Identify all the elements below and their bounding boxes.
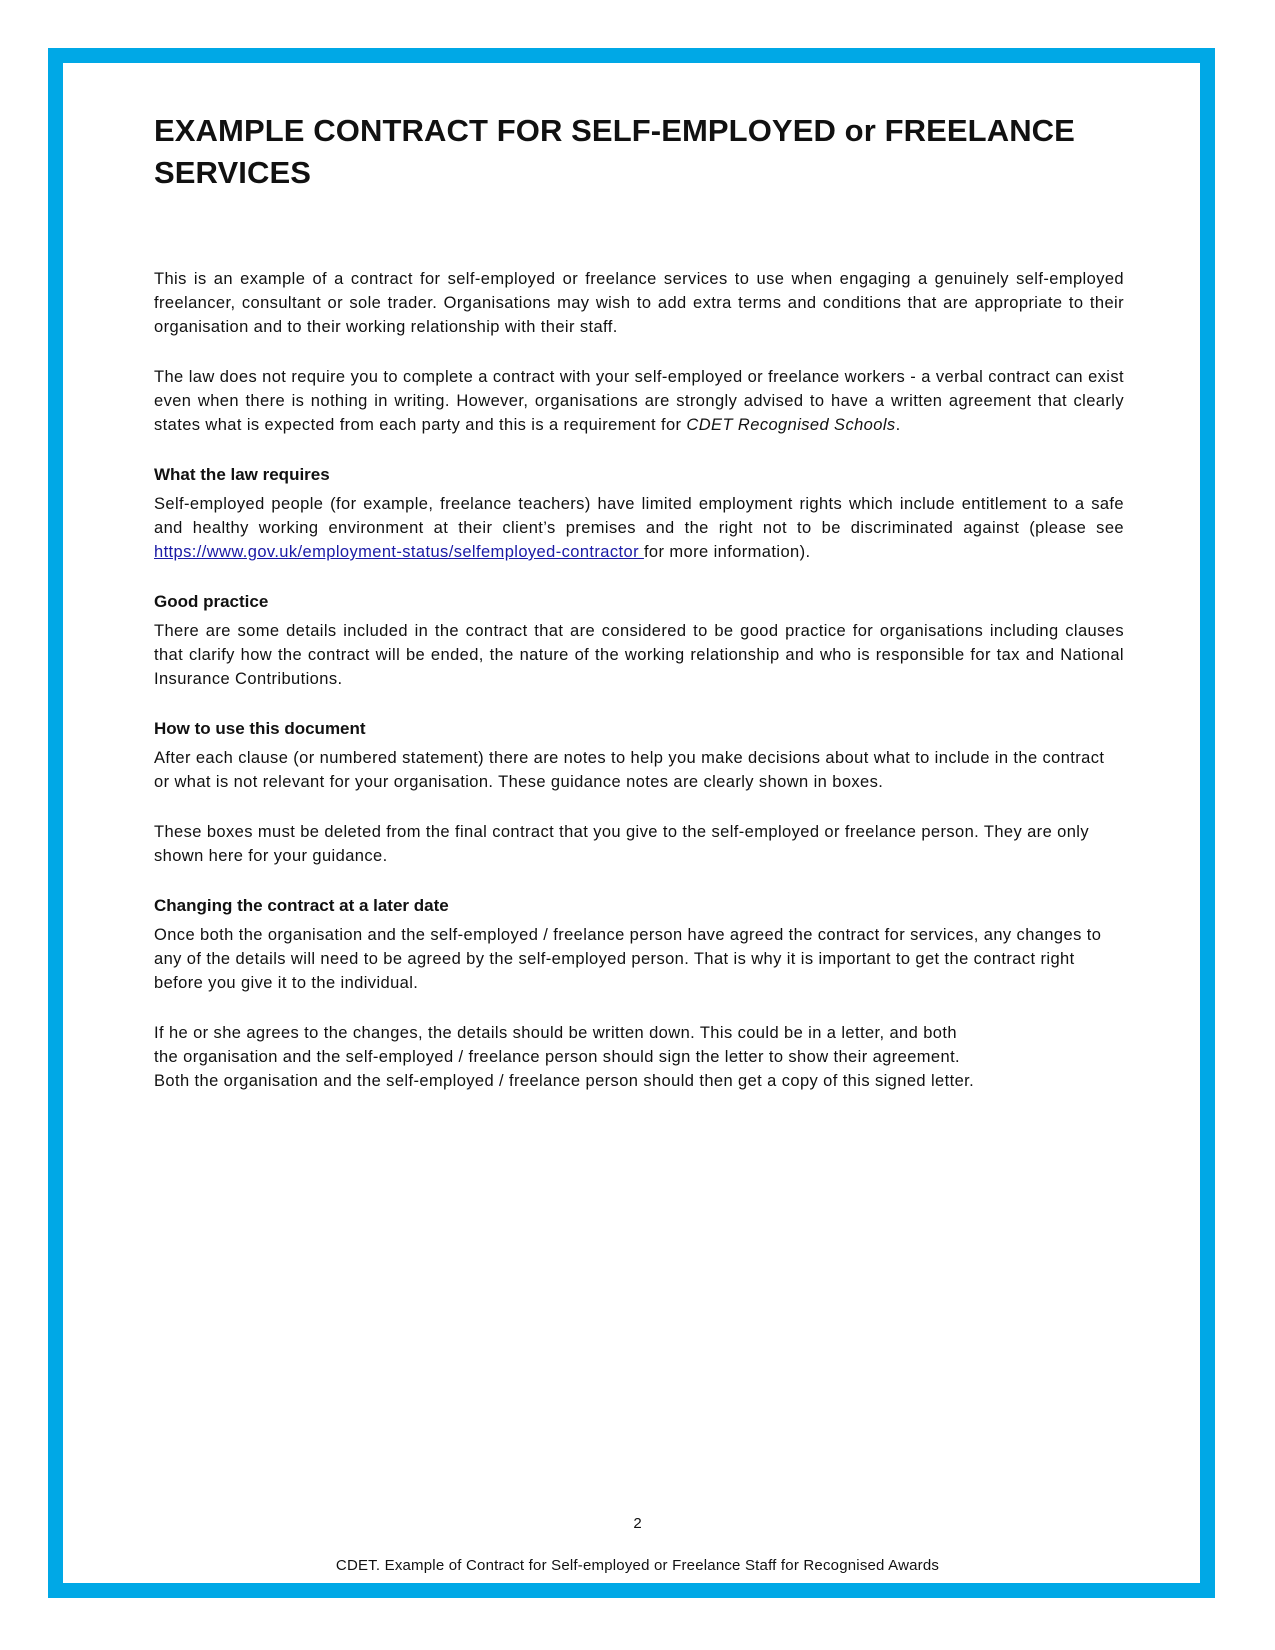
law-text-before: Self-employed people (for example, freelance teachers) have limited employment rights which include entitlement to a safe and healthy working environment at their client’s premises and the right not to be discriminated against (please see [154, 495, 1124, 537]
law-text-after: for more information). [643, 543, 811, 561]
good-practice-paragraph: There are some details included in the contract that are considered to be good practice for organisations including clauses that clarify how the contract will be ended, the nature of the working relationship and who is responsible for tax and National Insurance Contributions. [154, 622, 1124, 688]
howto-paragraph-1: After each clause (or numbered statement) there are notes to help you make decisions about what to include in the contract or what is not relevant for your organisation. These guidance notes are clearly shown in boxes. [154, 749, 1105, 791]
law-paragraph [154, 492, 1124, 564]
intro-p2-text: The law does not require you to complete a contract with your self-employed or freelance workers - a verbal contract can exist even when there is nothing in writing. However, organisations are strongly advised to have a written agreement that clearly states what is expected from each party and this is a requirement for [154, 368, 1124, 434]
heading-changing: Changing the contract at a later date [154, 896, 449, 915]
intro-paragraph-2 [154, 365, 1124, 437]
changing-paragraph-1: Once both the organisation and the self-employed / freelance person have agreed the contract for services, any changes to any of the details will need to be agreed by the self-employed person. That is why it is important to get the contract right before you give it to the individual. [154, 926, 1102, 992]
intro-p2-italic: CDET Recognised Schools [686, 416, 896, 434]
heading-law: What the law requires [154, 465, 330, 484]
changing-paragraph-2: If he or she agrees to the changes, the details should be written down. This could be in a letter, and both the organisation and the self-employed / freelance person should sign the letter to show their agreement. Both the organisation and the self-employed / freelance person should then get a copy of this signed letter. [154, 1024, 975, 1090]
intro-p2-end: . [895, 416, 901, 434]
intro-paragraph-1: This is an example of a contract for self-employed or freelance services to use when engaging a genuinely self-employed freelancer, consultant or sole trader. Organisations may wish to add extra terms and conditions that are appropriate to their organisation and to their working relationship with their staff. [154, 270, 1124, 336]
document-title: EXAMPLE CONTRACT FOR SELF-EMPLOYED or FREELANCE SERVICES [154, 113, 1075, 190]
footer-text: CDET. Example of Contract for Self-employed or Freelance Staff for Recognised Awards [335, 1557, 940, 1574]
howto-paragraph-2: These boxes must be deleted from the final contract that you give to the self-employed or freelance person. They are only shown here for your guidance. [154, 823, 1090, 865]
page-number: 2 [633, 1515, 642, 1532]
heading-good-practice: Good practice [154, 592, 269, 611]
document-body [154, 110, 1124, 1093]
gov-link[interactable]: https://www.gov.uk/employment-status/selfemployed-contractor [154, 543, 644, 561]
heading-how-to-use: How to use this document [154, 719, 366, 738]
